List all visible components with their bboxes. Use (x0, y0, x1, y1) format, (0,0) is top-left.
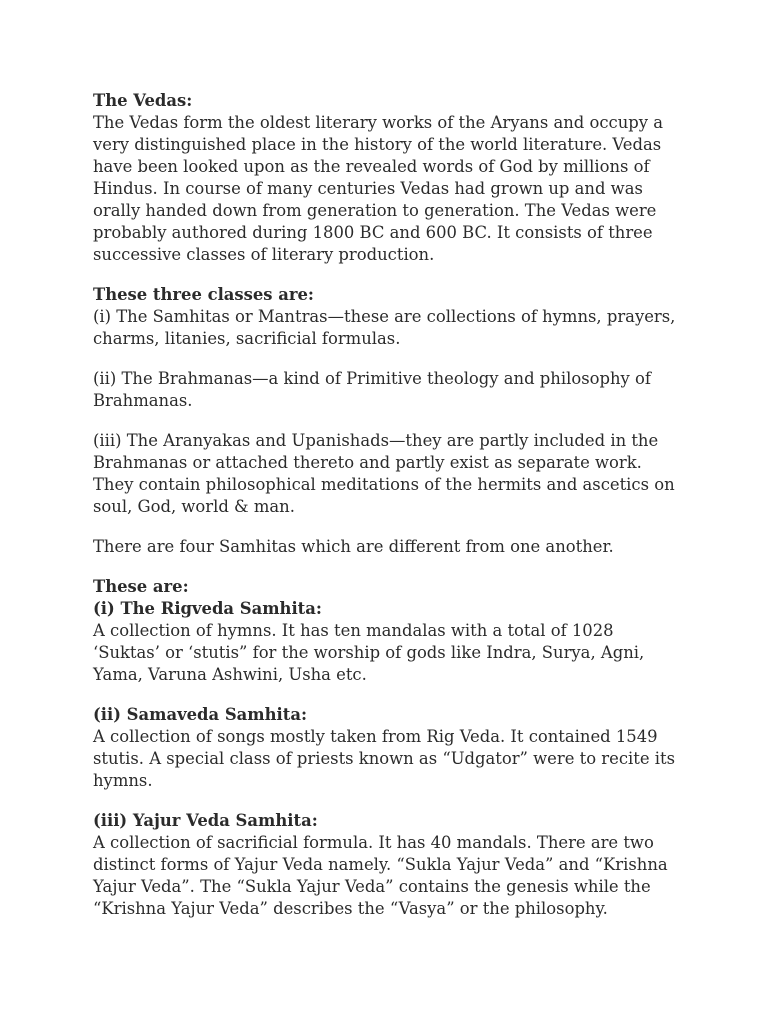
rigveda-heading: (i) The Rigveda Samhita: (93, 599, 322, 618)
classes-heading: These three classes are: (93, 285, 314, 304)
samaveda-paragraph: A collection of songs mostly taken from Rig Veda. It contained 1549 stutis. A special class of priests known as “Udgator” were to recite its hymns. (93, 727, 675, 790)
class-2-paragraph: (ii) The Brahmanas—a kind of Primitive theology and philosophy of Brahmanas. (93, 369, 651, 410)
yajurveda-heading: (iii) Yajur Veda Samhita: (93, 811, 318, 830)
document-page (93, 90, 683, 920)
samhitas-note-paragraph: There are four Samhitas which are different from one another. (93, 537, 614, 556)
yajurveda-paragraph: A collection of sacrificial formula. It has 40 mandals. There are two distinct forms of Yajur Veda namely. “Sukla Yajur Veda” and “Krishna Yajur Veda”. The “Sukla Yajur Veda” contains the genesis while the “Krishna Yajur Veda” describes the “Vasya” or the philosophy. (93, 833, 668, 918)
samaveda-heading: (ii) Samaveda Samhita: (93, 705, 308, 724)
vedas-intro-paragraph: The Vedas form the oldest literary works of the Aryans and occupy a very distinguished place in the history of the world literature. Vedas have been looked upon as the revealed words of God by millions of Hindus. In course of many centuries Vedas had grown up and was orally handed down from generation to generation. The Vedas were probably authored during 1800 BC and 600 BC. It consists of three successive classes of literary production. (93, 113, 663, 264)
vedas-heading: The Vedas: (93, 91, 193, 110)
class-3-paragraph: (iii) The Aranyakas and Upanishads—they are partly included in the Brahmanas or attached thereto and partly exist as separate work. They contain philosophical meditations of the hermits and ascetics on soul, God, world & man. (93, 431, 675, 516)
class-1-paragraph: (i) The Samhitas or Mantras—these are collections of hymns, prayers, charms, litanies, sacrificial formulas. (93, 307, 676, 348)
these-are-heading: These are: (93, 577, 189, 596)
rigveda-paragraph: A collection of hymns. It has ten mandalas with a total of 1028 ‘Suktas’ or ‘stutis” for the worship of gods like Indra, Surya, Agni, Yama, Varuna Ashwini, Usha etc. (93, 621, 645, 684)
